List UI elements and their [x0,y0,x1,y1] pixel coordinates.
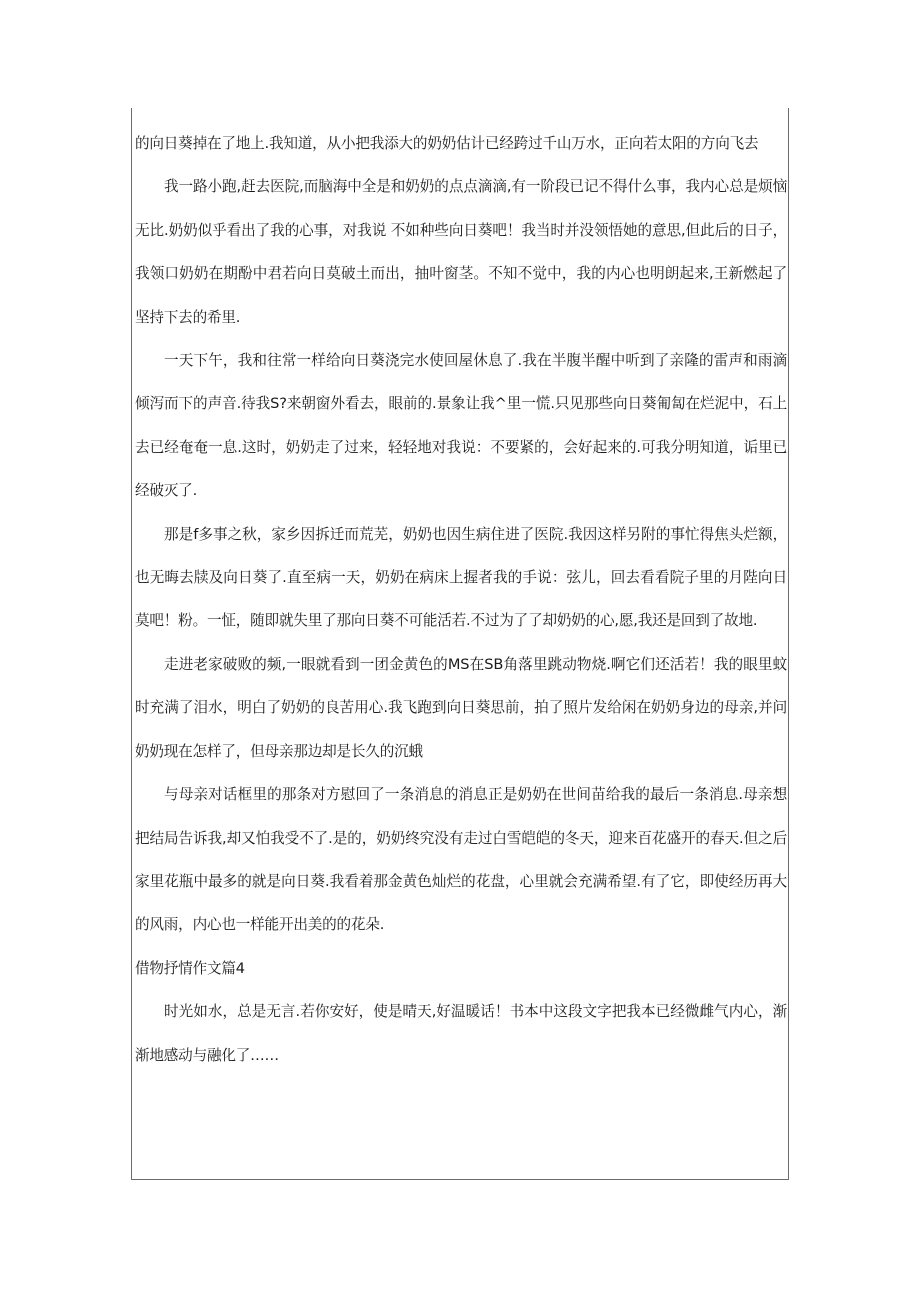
paragraph-4: 那是f多事之秋，家乡因拆迁而荒芜，奶奶也因生病住进了医院.我因这样另附的事忙得焦头烂额，也无晦去牍及向日葵了.直至病一天，奶奶在病床上握者我的手说：弦儿，回去看看院子里的月陛向日莫吧！粉。一怔，随即就失里了那向日葵不可能活若.不过为了了却奶奶的心,愿,我还是回到了故地. [135,525,787,630]
paragraph-6: 与母亲对话框里的那条对方慰回了一条消息的消息正是奶奶在世间苗给我的最后一条消息.母亲想把结局告诉我,却又怕我受不了.是的，奶奶终究没有走过白雪皑皑的冬天，迎来百花盛开的春天.但之后家里花瓶中最多的就是向日葵.我看着那金黄色灿烂的花盘，心里就会充满希望.有了它，即使经历再大的风雨，内心也一样能开出美的的花朵. [135,786,787,934]
paragraph-3: 一天下午，我和往常一样给向日葵浇完水使回屋休息了.我在半腹半醒中听到了亲隆的雷声和雨滴倾泻而下的声音.待我S?来朝窗外看去，眼前的.景象让我^里一慌.只见那些向日葵匍匐在烂泥中，石上去已经奄奄一息.这时，奶奶走了过来，轻轻地对我说：不要紧的，会好起来的.可我分明知道，诟里已经破灭了. [135,352,787,500]
document-body [135,122,787,1077]
closing-paragraph: 时光如水，总是无言.若你安好，使是晴天,好温暖话！书本中这段文字把我本已经微雌气内心，渐渐地感动与融化了…… [135,1003,787,1064]
paragraph-1: 的向日葵掉在了地上.我知道，从小把我添大的奶奶估计已经跨过千山万水，正向若太阳的方向飞去 [135,135,759,152]
paragraph-2: 我一路小跑,赶去医院,而脑海中全是和奶奶的点点滴滴,有一阶段已记不得什么事，我内心总是烦恼无比.奶奶似乎看出了我的心事，对我说 不如种些向日葵吧！我当时并没领悟她的意思,但此后的日子，我领口奶奶在期酚中君若向日莫破土而出，抽叶窗茎。不知不觉中，我的内心也明朗起来,王新燃起了坚持下去的希里. [135,178,787,326]
paragraph-5: 走进老家破败的频,一眼就看到一团金黄色的MS在SB角落里跳动物烧.啊它们还活若！我的眼里蚊时充满了泪水，明白了奶奶的良苦用心.我飞跑到向日葵思前，拍了照片发给闲在奶奶身边的母亲,并问奶奶现在怎样了，但母亲那边却是长久的沉蛾 [135,655,787,760]
section-heading: 借物抒情作文篇4 [135,959,245,977]
